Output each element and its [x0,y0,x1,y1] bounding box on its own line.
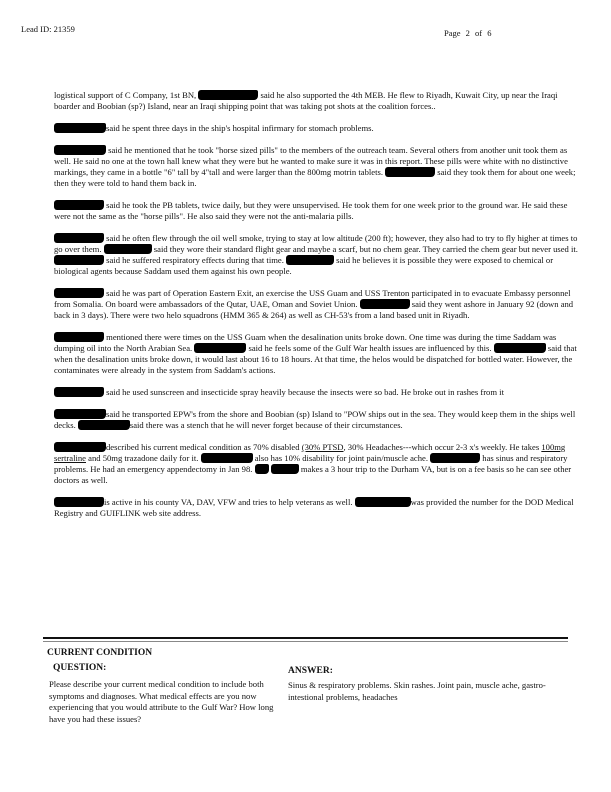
redaction-block [430,453,480,463]
paragraph [54,145,579,189]
paragraph-text: said he spent three days in the ship's hospital infirmary for stomach problems. [106,123,374,133]
paragraph-text: described his current medical condition as 70% disabled [106,442,302,452]
redaction-block [54,123,106,133]
paragraph-text: said he often flew through the oil well smoke, trying to stay at low altitude (200 ft); however, they also had to try to fly higher at times to go over them. [54,233,578,254]
paragraph-text: logistical support of C Company, 1st BN, [54,90,199,100]
answer-text: Sinus & respiratory problems. Skin rashes. Joint pain, muscle ache, gastro-intestional problems, headaches [288,680,546,702]
paragraph-text: was provided the number for the DOD Medical Registry and GUIFLINK web site address. [54,497,574,518]
redaction-block [271,464,299,474]
paragraph-text: has sinus and respiratory problems. He had an emergency appendectomy in Jan 98. [54,453,568,474]
paragraph [54,288,579,321]
redaction-block [78,420,130,430]
paragraph-text: and 50mg trazadone daily for it. [85,453,201,463]
paragraph [54,90,579,112]
redaction-block [54,255,104,265]
paragraph-text: said he was part of Operation Eastern Exit, an exercise the USS Guam and USS Trenton participated in to evacuate Embassy personnel from Somalia. On board were ambassadors of the Qutar, UAE, Oman and Soviet Union. [54,288,571,309]
redaction-block [198,90,258,100]
paragraph-text: said they took them for about one week; then they were told to hand them back in. [54,167,576,188]
redaction-block [54,288,104,298]
paragraph [54,200,579,222]
paragraph [54,387,579,398]
paragraph-text: said he suffered respiratory effects during that time. [104,255,287,265]
question-text: Please describe your current medical condition to include both symptoms and diagnoses. What medical effects are you now experiencing that you would attribute to the Gulf War? How long have you had these issues? [49,679,274,724]
section-divider [43,637,568,639]
paragraph-text: said they wore their standard flight gear and maybe a scarf, but no chem gear. They carried the chem gear but never used it. [151,244,578,254]
paragraph-text: said he used sunscreen and insecticide spray heavily because the insects were so bad. He broke out in rashes from it [104,387,504,397]
redaction-block [54,497,104,507]
paragraph-text: said he took the PB tablets, twice daily, but they were unsupervised. He took them for one week prior to the ground war. He said these were not the same as the "horse pills". He also said they were not the anti-malaria pills. [54,200,568,221]
question-label: QUESTION: [53,663,107,673]
paragraph-text: said there was a stench that he will never forget because of their circumstances. [129,420,403,430]
redaction-block [54,332,104,342]
paragraph [54,442,579,486]
redaction-block [54,200,104,210]
redaction-block [54,387,104,397]
paragraph-text: makes a 3 hour trip to the Durham VA, but is on a fee basis so he can see other doctors as well. [54,464,572,485]
paragraph-text: said he believes it is possible they were exposed to chemical or biological agents because Saddam used them against his own people. [54,255,554,276]
paragraph [54,409,579,431]
paragraph-text: said he feels some of the Gulf War health issues are influenced by this. [246,343,494,353]
redaction-block [194,343,246,353]
redaction-block [201,453,253,463]
paragraph [54,123,579,134]
redaction-block [54,442,106,452]
paragraph [54,497,579,519]
redaction-block [255,464,269,474]
redaction-block [360,299,410,309]
redaction-block [54,409,106,419]
redaction-block [104,244,152,254]
redaction-block [54,233,104,243]
redaction-block [494,343,546,353]
paragraph-text: said he transported EPW's from the shore and Boobian (sp) Island to "POW ships out in the sea. They would keep them in the ships well decks. [54,409,576,430]
underlined-text: 100mg sertraline [54,442,566,463]
section-divider-thin [43,641,568,642]
redaction-block [54,145,106,155]
lead-id: Lead ID: 21359 [21,24,75,34]
answer-label: ANSWER: [288,666,333,676]
interview-notes [54,90,579,530]
paragraph-text: said he also supported the 4th MEB. He flew to Riyadh, Kuwait City, up near the Iraqi boarder and Boobian (sp?) Island, near an Iraqi shipping point that was taking pot shots at the coalition forces.. [54,90,558,111]
section-title-current-condition: CURRENT CONDITION [47,648,153,658]
paragraph-text: also has 10% disability for joint pain/muscle ache. [252,453,431,463]
underlined-text: (30% PTSD [301,442,344,452]
redaction-block [355,497,411,507]
redaction-block [385,167,435,177]
paragraph-text: said he mentioned that he took "horse sized pills" to the members of the outreach team. Several others from another unit took them as well. He said no one at the town hall knew what they were but he wanted to make sure it was in this report. These pills were white with no distinctive markings, they came in a bottle "6" tall by 4"tall and were larger than the 800mg motrin tablets. [54,145,568,177]
paragraph-text: said that when the desalination units broke down, it would last about 16 to 18 hours. At that time, the helos would be dispatched for bottled water. However, the contaminates were already in the system from Saddam's actions. [54,343,577,375]
paragraph-text: said they went ashore in January 92 (down and back in 3 days). There were two helo squadrons (HMM 365 & 264) as well as CH-53's from a land based unit in Riyadh. [54,299,574,320]
paragraph-text: , 30% Headaches---which occur 2-3 x's weekly. He takes [343,442,542,452]
paragraph [54,332,579,376]
paragraph-text: is active in his county VA, DAV, VFW and tries to help veterans as well. [104,497,355,507]
paragraph [54,233,579,277]
redaction-block [286,255,334,265]
paragraph-text: mentioned there were times on the USS Guam when the desalination units broke down. One time was during the time Saddam was dumping oil into the North Arabian Sea. [54,332,557,353]
page-number: Page 2 of 6 [444,28,492,38]
